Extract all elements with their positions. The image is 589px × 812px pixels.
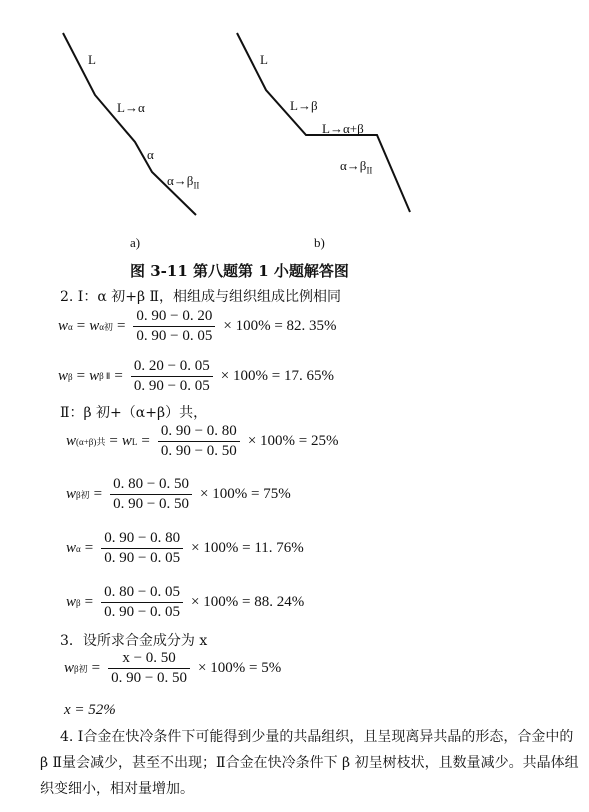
curve-a-label-alpha: α [147,147,154,162]
equation-w-eutectic: w (α+β)共 = w L = $\frac{0. 90 - 0. 80}{0. 90 - 0. 50}$ × 100% = 25% [66,423,339,459]
part2-intro-ii: Ⅱ：β 初+（α+β）共， [60,405,208,421]
equation-w-beta-primary: w β初 = $\frac{0. 80 - 0. 50}{0. 90 - 0. 50}$ × 100% = 75% [66,476,291,512]
equation-w-beta-primary-x: w β初 = $\frac{x - 0. 50}{0. 90 - 0. 50}$ × 100% = 5% [64,650,282,686]
panel-b-label: b) [314,235,325,250]
cooling-curves-figure [0,0,589,260]
part2-intro: 2. Ⅰ：α 初+β Ⅱ，相组成与组织组成比例相同 [60,289,342,305]
equation-w-beta-ii: w β = $\frac{0. 80 - 0. 05}{0. 90 - 0. 05}$ × 100% = 88. 24% [66,584,305,620]
part4-paragraph: 4. Ⅰ合金在快冷条件下可能得到少量的共晶组织，且呈现离异共晶的形态，合金中的 β Ⅱ量会减少，甚至不出现；Ⅱ合金在快冷条件下 β 初呈树枝状，且数量减少。共晶体组织变细小，相对量增加。 [40,729,579,797]
figure-caption: 图 3-11 第八题第 1 小题解答图 [130,262,349,280]
part3-intro: 3．设所求合金成分为 x [60,633,208,649]
curve-b-label-L-alpha-beta: L→α+β [322,121,364,136]
curve-a-label-L: L [88,52,96,67]
curve-a-label-alpha-beta: $\alpha\to\beta_{II}$ [167,173,200,191]
curve-b-label-alpha-beta: $\alpha\to\beta_{II}$ [340,158,373,176]
equation-w-alpha: w α = w α初 = $\frac{0. 90 - 0. 20}{0. 90 - 0. 05}$ × 100% = 82. 35% [58,308,337,344]
curve-b-label-L: L [260,52,268,67]
curve-a-label-L-alpha: L→α [117,100,145,115]
panel-a-label: a) [130,235,141,250]
result-x: x = 52% [64,702,116,718]
equation-w-beta: w β = w β Ⅱ = $\frac{0. 20 - 0. 05}{0. 90 - 0. 05}$ × 100% = 17. 65% [58,358,334,394]
curve-b-label-L-beta: L→β [290,98,318,113]
equation-w-alpha-ii: w α = $\frac{0. 90 - 0. 80}{0. 90 - 0. 05}$ × 100% = 11. 76% [66,530,304,566]
